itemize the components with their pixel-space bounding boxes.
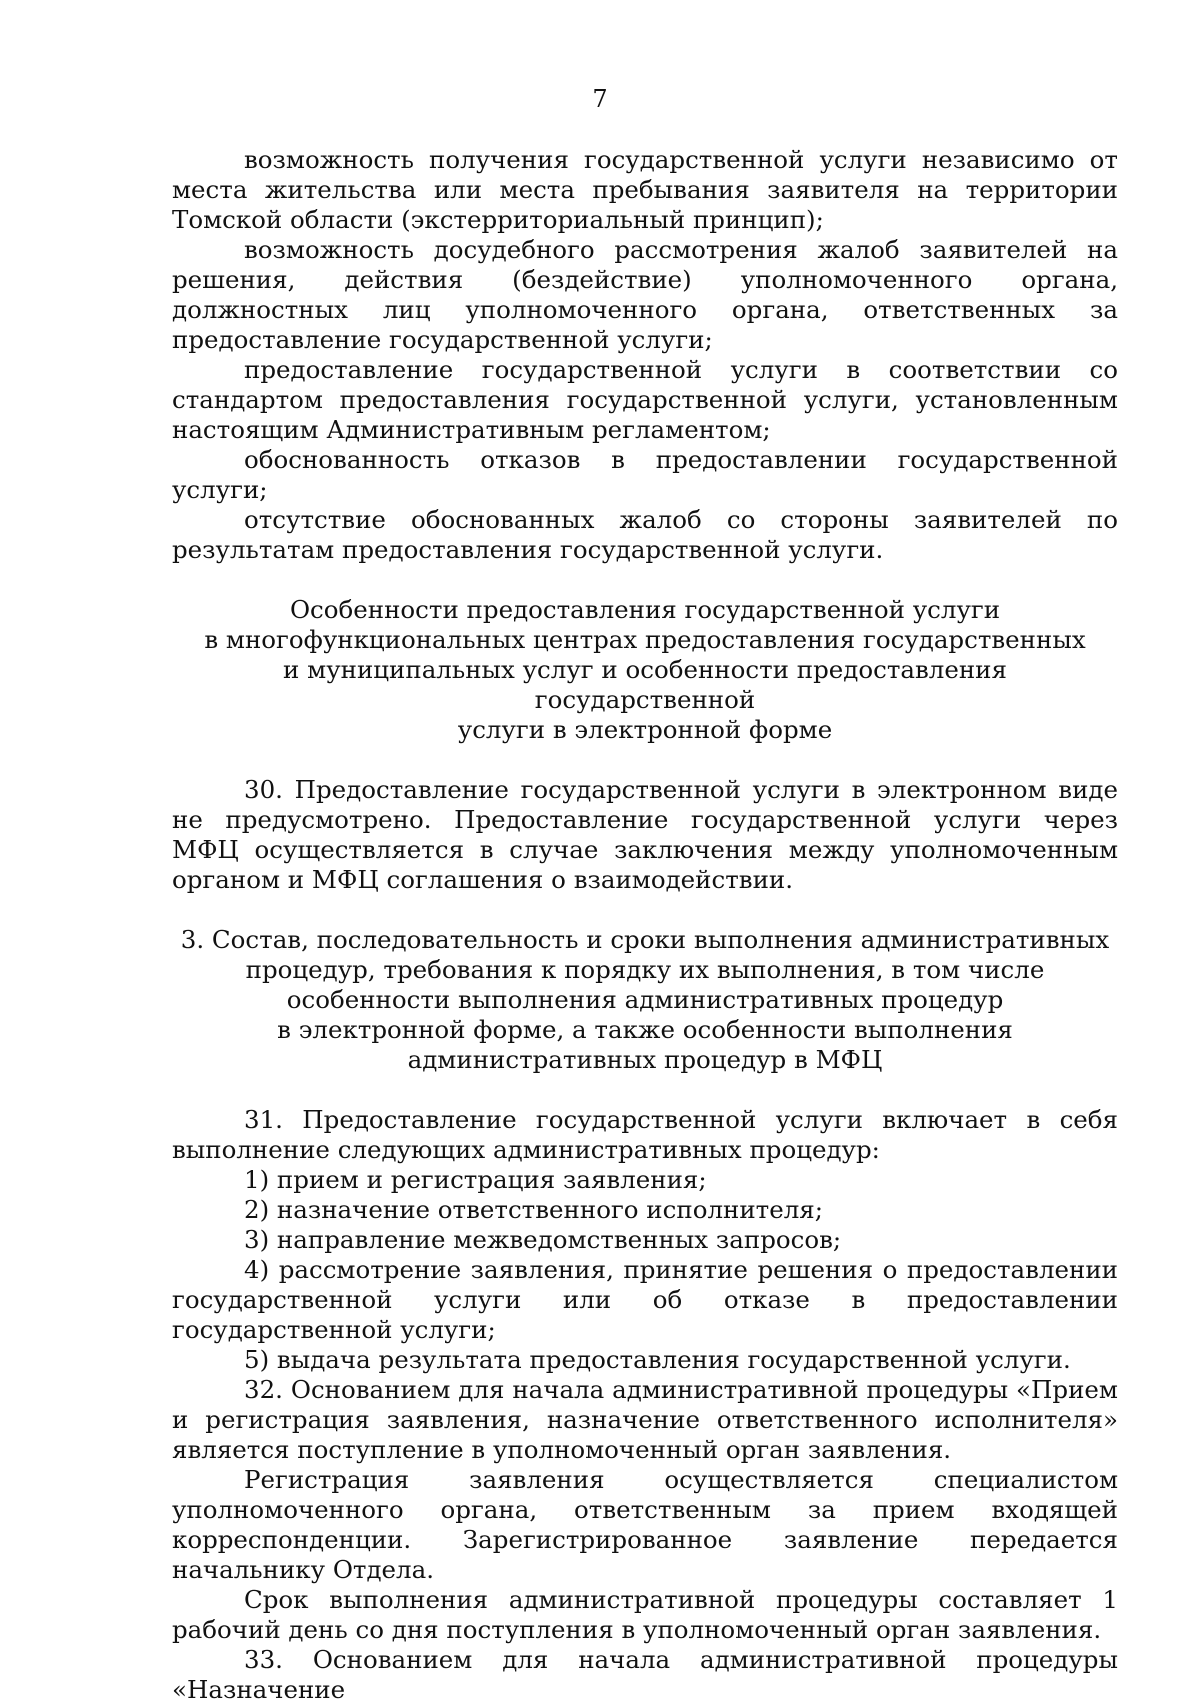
list-item: 2) назначение ответственного исполнителя; <box>244 1195 823 1224</box>
paragraph: предоставление государственной услуги в соответствии со стандартом предоставления государственной услуги, установленным настоящим Административным регламентом; <box>172 355 1118 444</box>
list-item: 1) прием и регистрация заявления; <box>244 1165 707 1194</box>
paragraph-33: 33. Основанием для начала административной процедуры «Назначение <box>172 1645 1118 1704</box>
paragraph-31: 31. Предоставление государственной услуги включает в себя выполнение следующих административных процедур: <box>172 1105 1118 1164</box>
heading-line: в электронной форме, а также особенности выполнения <box>277 1015 1013 1044</box>
paragraph: обоснованность отказов в предоставлении государственной услуги; <box>172 445 1118 504</box>
paragraph: возможность получения государственной услуги независимо от места жительства или места пребывания заявителя на территории Томской области (экстерриториальный принцип); <box>172 145 1118 234</box>
heading-line: процедур, требования к порядку их выполнения, в том числе <box>245 955 1045 984</box>
paragraph: Срок выполнения административной процедуры составляет 1 рабочий день со дня поступления в уполномоченный орган заявления. <box>172 1585 1118 1644</box>
paragraph-30: 30. Предоставление государственной услуги в электронном виде не предусмотрено. Предоставление государственной услуги через МФЦ осуществляется в случае заключения между уполномоченным органом и МФЦ соглашения о взаимодействии. <box>172 775 1118 894</box>
paragraph: возможность досудебного рассмотрения жалоб заявителей на решения, действия (бездействие) уполномоченного органа, должностных лиц уполномоченного органа, ответственных за предоставление государственной услуги; <box>172 235 1118 354</box>
heading-line: Особенности предоставления государственной услуги <box>289 595 1001 624</box>
paragraph: Регистрация заявления осуществляется специалистом уполномоченного органа, ответственным за прием входящей корреспонденции. Зарегистрированное заявление передается начальнику Отдела. <box>172 1465 1118 1584</box>
heading-line: в многофункциональных центрах предоставления государственных <box>204 625 1086 654</box>
heading-line: услуги в электронной форме <box>457 715 833 744</box>
section-heading-3 <box>172 925 1118 1075</box>
document-body <box>172 145 1118 1705</box>
heading-line: 3. Состав, последовательность и сроки выполнения административных <box>180 925 1110 954</box>
paragraph: отсутствие обоснованных жалоб со стороны заявителей по результатам предоставления государственной услуги. <box>172 505 1118 564</box>
list-item: 5) выдача результата предоставления государственной услуги. <box>244 1345 1071 1374</box>
paragraph-32: 32. Основанием для начала административной процедуры «Прием и регистрация заявления, назначение ответственного исполнителя» является поступление в уполномоченный орган заявления. <box>172 1375 1118 1464</box>
heading-line: административных процедур в МФЦ <box>407 1045 883 1074</box>
list-item: 4) рассмотрение заявления, принятие решения о предоставлении государственной услуги или об отказе в предоставлении государственной услуги; <box>172 1255 1118 1344</box>
list-item: 3) направление межведомственных запросов; <box>244 1225 842 1254</box>
page-number: 7 <box>592 85 608 113</box>
heading-line: и муниципальных услуг и особенности предоставления государственной <box>283 655 1007 714</box>
heading-line: особенности выполнения административных процедур <box>286 985 1004 1014</box>
section-heading-mfc <box>172 595 1118 745</box>
